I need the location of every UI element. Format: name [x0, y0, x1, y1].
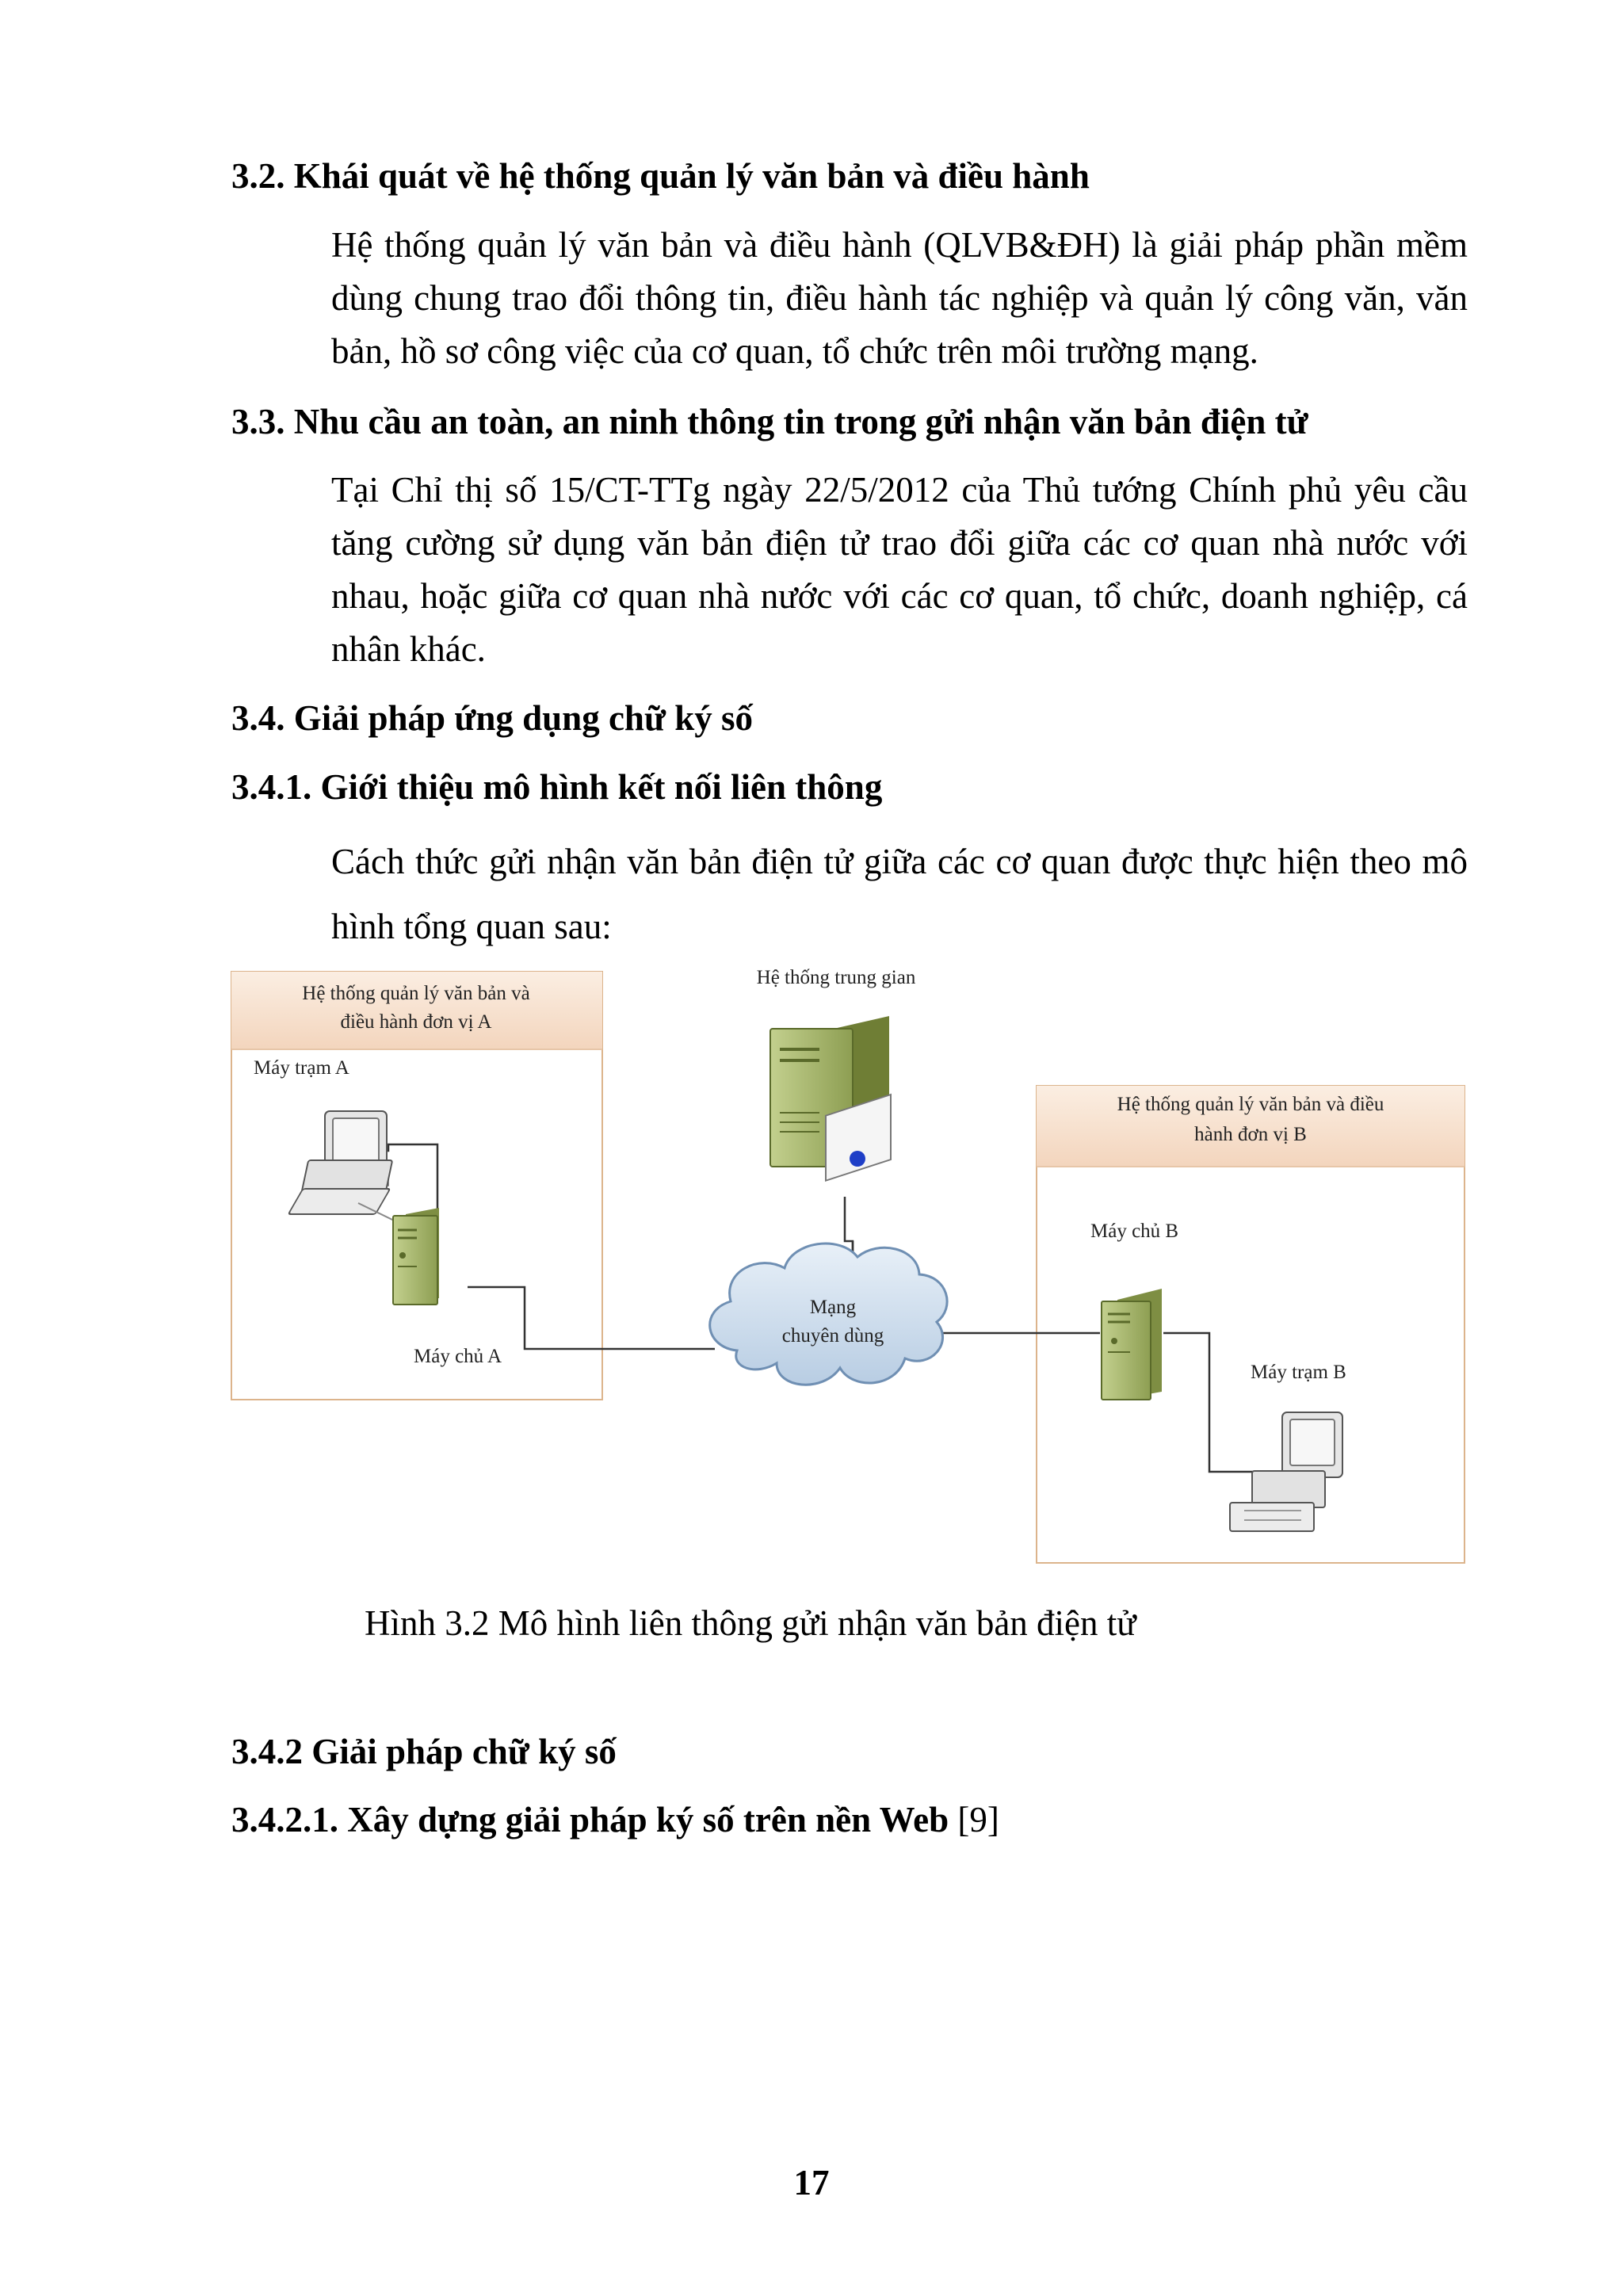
paragraph-3-3: Tại Chỉ thị số 15/CT-TTg ngày 22/5/2012 của Thủ tướng Chính phủ yêu cầu tăng cường sử dụng văn bản điện tử trao đổi giữa các cơ quan nhà nước với nhau, hoặc giữa cơ quan nhà nước với các cơ quan, tổ chức, doanh nghiệp, cá nhân khác. [331, 470, 1468, 669]
network-label-line1: Mạng [809, 1297, 857, 1318]
heading-3-4-2-1-text: 3.4.2.1. Xây dựng giải pháp ký số trên nền Web [231, 1800, 949, 1839]
box-a-title-line1: Hệ thống quản lý văn bản và [302, 983, 530, 1004]
heading-3-4-2-1 [231, 1796, 999, 1843]
server-b-icon [1102, 1289, 1162, 1400]
server-b-label: Máy chủ B [1090, 1221, 1179, 1242]
network-diagram [230, 956, 1468, 1574]
intermediate-server-icon [770, 1016, 891, 1181]
reference-citation[interactable]: [9] [949, 1800, 999, 1839]
workstation-b-label: Máy trạm B [1251, 1362, 1346, 1383]
heading-3-4: 3.4. Giải pháp ứng dụng chữ ký số [231, 698, 753, 738]
heading-3-4-1: 3.4.1. Giới thiệu mô hình kết nối liên thông [231, 767, 883, 807]
server-a-icon [393, 1208, 439, 1305]
paragraph-3-4-1: Cách thức gửi nhận văn bản điện tử giữa các cơ quan được thực hiện theo mô hình tổng quan sau: [331, 842, 1468, 946]
network-label-line2: chuyên dùng [781, 1325, 884, 1347]
box-a-title-line2: điều hành đơn vị A [340, 1011, 492, 1033]
server-a-label: Máy chủ A [414, 1346, 502, 1367]
heading-3-4-2: 3.4.2 Giải pháp chữ ký số [231, 1732, 617, 1771]
page-number: 17 [793, 2163, 830, 2202]
heading-3-2: 3.2. Khái quát về hệ thống quản lý văn bản và điều hành [231, 156, 1090, 196]
workstation-a-label: Máy trạm A [254, 1057, 349, 1079]
box-b-title-line2: hành đơn vị B [1194, 1124, 1307, 1145]
intermediate-system-label: Hệ thống trung gian [756, 967, 916, 988]
heading-3-3: 3.3. Nhu cầu an toàn, an ninh thông tin trong gửi nhận văn bản điện tử [231, 402, 1308, 441]
figure-caption: Hình 3.2 Mô hình liên thông gửi nhận văn bản điện tử [365, 1603, 1136, 1643]
box-b-title-line1: Hệ thống quản lý văn bản và điều [1117, 1094, 1384, 1115]
diagram-canvas [230, 956, 1468, 1574]
paragraph-3-2: Hệ thống quản lý văn bản và điều hành (QLVB&ĐH) là giải pháp phần mềm dùng chung trao đổi thông tin, điều hành tác nghiệp và quản lý công văn, văn bản, hồ sơ công việc của cơ quan, tổ chức trên môi trường mạng. [331, 225, 1468, 371]
